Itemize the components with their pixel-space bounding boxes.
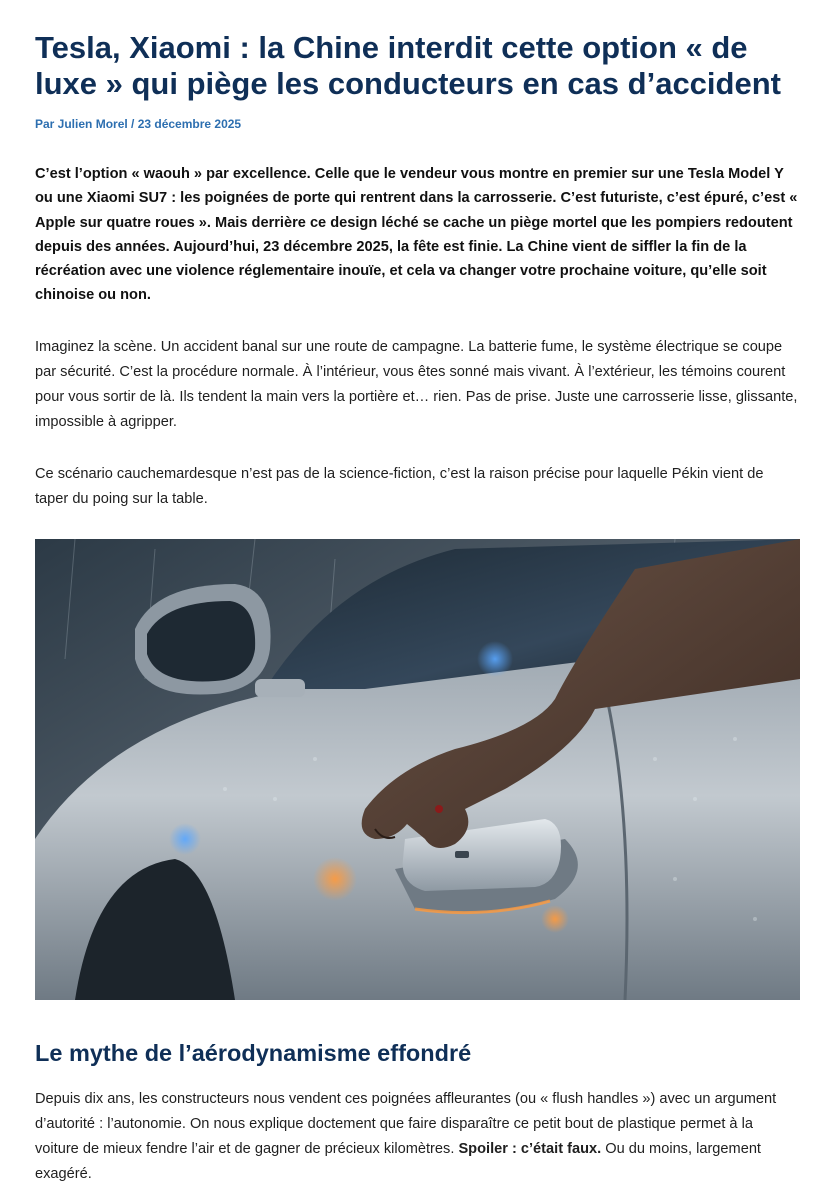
article-lead: C’est l’option « waouh » par excellence. Celle que le vendeur vous montre en premier sur une Tesla Model Y ou une Xiaomi SU7 : les poignées de porte qui rentrent dans la carrosserie. C’est futuriste, c’est épuré, c’est « Apple sur quatre roues ». Mais derrière ce design léché se cache un piège mortel que les pompiers redoutent depuis des années. Aujourd’hui, 23 décembre 2025, la fête est finie. La Chine vient de siffler la fin de la récréation avec une violence réglementaire inouïe, et cela va changer votre prochaine voiture, qu’elle soit chinoise ou non. xyxy=(35,166,798,304)
article-title: Tesla, Xiaomi : la Chine interdit cette option « de luxe » qui piège les conducteurs en cas d’accident xyxy=(35,30,781,101)
section-heading: Le mythe de l’aérodynamisme effondré xyxy=(35,1039,472,1066)
article-paragraph-3 xyxy=(35,1087,800,1187)
article-byline[interactable]: Par Julien Morel / 23 décembre 2025 xyxy=(35,117,242,131)
car-door-handle-illustration xyxy=(35,539,800,1000)
paragraph-3-start: Depuis dix ans, les constructeurs nous vendent ces poignées affleurantes (ou « flush handles ») avec un argument d’autorité : l’autonomie. On nous explique doctement que faire disparaître ce petit bout de plastique permet à la voiture de mieux fendre l’air et de gagner de précieux kilomètres. xyxy=(35,1090,777,1157)
article-paragraph-2: Ce scénario cauchemardesque n’est pas de la science-fiction, c’est la raison précise pour laquelle Pékin vient de taper du poing sur la table. xyxy=(35,465,764,507)
article-paragraph-1: Imaginez la scène. Un accident banal sur une route de campagne. La batterie fume, le système électrique se coupe par sécurité. C’est la procédure normale. À l’intérieur, vous êtes sonné mais vivant. À l’extérieur, les témoins courent pour vous sortir de là. Ils tendent la main vers la portière et… rien. Pas de prise. Juste une carrosserie lisse, glissante, impossible à agripper. xyxy=(35,338,798,430)
hero-image xyxy=(35,539,800,1000)
paragraph-3-bold: Spoiler : c’était faux. xyxy=(458,1140,602,1157)
paragraph-3-end: Ou du moins, largement exagéré. xyxy=(35,1140,761,1182)
